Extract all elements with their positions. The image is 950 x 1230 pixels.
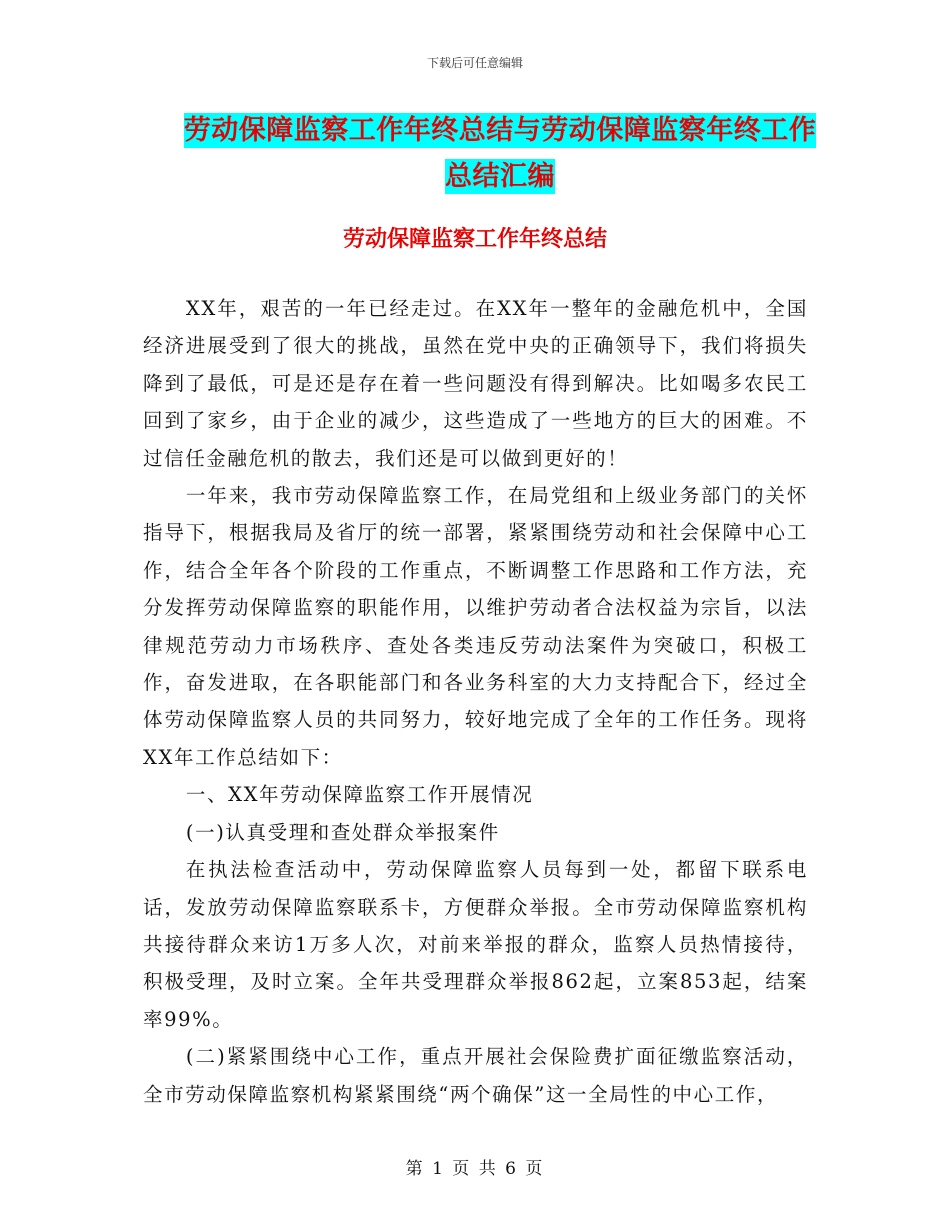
paragraph: 一年来，我市劳动保障监察工作，在局党组和上级业务部门的关怀指导下，根据我局及省厅的统一部署，紧紧围绕劳动和社会保障中心工作，结合全年各个阶段的工作重点，不断调整工作思路和工作方法，充分发挥劳动保障监察的职能作用，以维护劳动者合法权益为宗旨，以法律规范劳动力市场秩序、查处各类违反劳动法案件为突破口，积极工作，奋发进取，在各职能部门和各业务科室的大力支持配合下，经过全体劳动保障监察人员的共同努力，较好地完成了全年的工作任务。现将XX年工作总结如下： bbox=[143, 484, 808, 769]
section-title: 劳动保障监察工作年终总结 bbox=[342, 227, 607, 252]
paragraph: (二)紧紧围绕中心工作，重点开展社会保险费扩面征缴监察活动，全市劳动保障监察机构紧紧围绕“两个确保”这一全局性的中心工作， bbox=[143, 1045, 808, 1106]
document-title-line1: 劳动保障监察工作年终总结与劳动保障监察年终工作 bbox=[183, 115, 817, 146]
header-note: 下载后可任意编辑 bbox=[426, 56, 523, 70]
paragraph: 在执法检查活动中，劳动保障监察人员每到一处，都留下联系电话，发放劳动保障监察联系卡，方便群众举报。全市劳动保障监察机构共接待群众来访1万多人次，对前来举报的群众，监察人员热情接待，积极受理，及时立案。全年共受理群众举报862起，立案853起，结案率99%。 bbox=[143, 858, 808, 1031]
heading-paragraph: 一、XX年劳动保障监察工作开展情况 bbox=[185, 783, 534, 807]
document-title-line2: 总结汇编 bbox=[445, 161, 555, 192]
document-body bbox=[143, 290, 808, 1113]
paragraph: XX年，艰苦的一年已经走过。在XX年一整年的金融危机中，全国经济进展受到了很大的挑战，虽然在党中央的正确领导下，我们将损失降到了最低，可是还是存在着一些问题没有得到解决。比如喝多农民工回到了家乡，由于企业的减少，这些造成了一些地方的巨大的困难。不过信任金融危机的散去，我们还是可以做到更好的！ bbox=[143, 297, 808, 470]
document-title bbox=[140, 108, 860, 200]
page-number: 第 1 页 共 6 页 bbox=[405, 1159, 545, 1179]
subheading-paragraph: (一)认真受理和查处群众举报案件 bbox=[185, 820, 500, 844]
